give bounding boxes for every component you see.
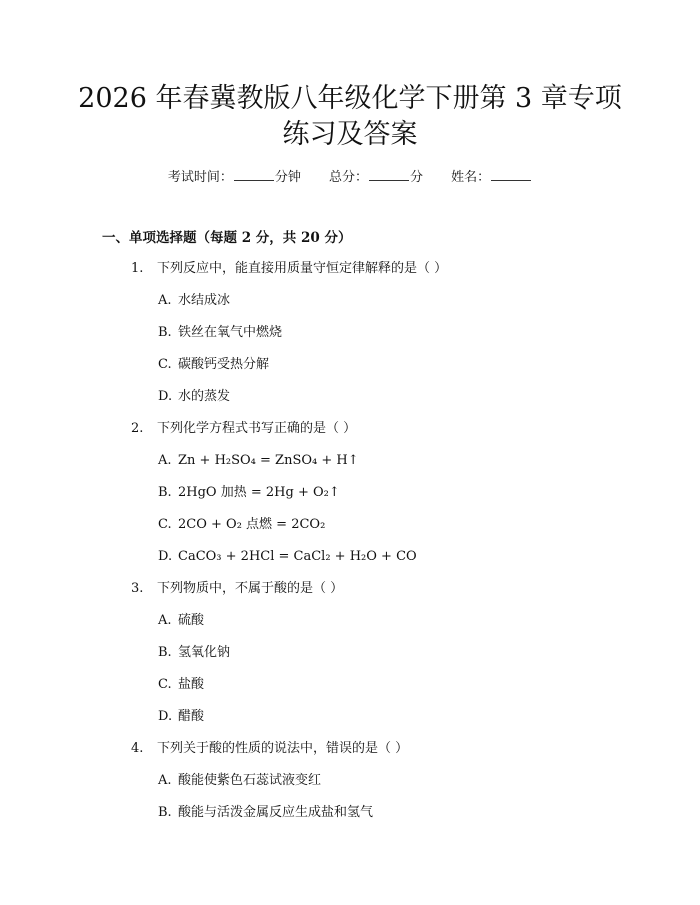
option-text: 酸能使紫色石蕊试液变红: [178, 773, 322, 788]
option-letter: B.: [158, 325, 172, 340]
student-name-field: [451, 170, 532, 185]
option-text: 水结成冰: [178, 293, 231, 308]
option-letter: A.: [158, 453, 172, 468]
question-text: 下列关于酸的性质的说法中，错误的是（ ）: [157, 741, 409, 756]
exam-time-unit: 分钟: [274, 170, 301, 185]
option-letter: B.: [158, 645, 172, 660]
option-text: 硫酸: [178, 613, 205, 628]
option-letter: D.: [158, 709, 173, 724]
answer-option: [158, 452, 359, 470]
answer-option: [158, 292, 230, 310]
answer-option: [158, 644, 230, 662]
answer-option: [158, 356, 269, 374]
question-number: 1.: [131, 261, 144, 276]
option-letter: A.: [158, 613, 172, 628]
exam-time-blank: [234, 168, 274, 181]
question-stem: [131, 260, 447, 278]
option-text: 氢氧化钠: [178, 645, 231, 660]
page-title-line1: 2026 年春冀教版八年级化学下册第 3 章专项: [78, 83, 622, 114]
answer-option: [158, 676, 204, 694]
exam-time-label: 考试时间：: [167, 170, 233, 185]
student-name-blank: [491, 168, 531, 181]
total-score-blank: [369, 168, 409, 181]
exam-time-field: [168, 170, 305, 185]
answer-option: [158, 516, 325, 534]
option-text: 盐酸: [178, 677, 205, 692]
option-letter: A.: [158, 773, 172, 788]
answer-option: [158, 804, 373, 822]
option-text: CaCO₃ + 2HCl = CaCl₂ + H₂O + CO: [178, 549, 417, 564]
question-number: 4.: [131, 741, 144, 756]
question-text: 下列化学方程式书写正确的是（ ）: [157, 421, 357, 436]
student-name-label: 姓名：: [451, 170, 491, 185]
question-stem: [131, 420, 356, 438]
answer-option: [158, 612, 204, 630]
total-score-unit: 分: [410, 170, 424, 185]
option-letter: B.: [158, 805, 172, 820]
option-text: Zn + H₂SO₄ = ZnSO₄ + H↑: [178, 453, 359, 468]
answer-option: [158, 324, 282, 342]
option-letter: A.: [158, 293, 172, 308]
option-text: 铁丝在氧气中燃烧: [178, 325, 283, 340]
option-letter: D.: [158, 389, 173, 404]
option-letter: C.: [158, 357, 172, 372]
question-stem: [131, 580, 343, 598]
option-text: 水的蒸发: [178, 389, 231, 404]
option-text: 2CO + O₂ 点燃 = 2CO₂: [178, 517, 326, 532]
question-text: 下列反应中，能直接用质量守恒定律解释的是（ ）: [157, 261, 448, 276]
option-text: 碳酸钙受热分解: [178, 357, 270, 372]
answer-option: [158, 388, 230, 406]
option-letter: B.: [158, 485, 172, 500]
answer-option: [158, 772, 321, 790]
option-text: 酸能与活泼金属反应生成盐和氢气: [178, 805, 374, 820]
option-text: 醋酸: [178, 709, 205, 724]
option-text: 2HgO 加热 = 2Hg + O₂↑: [178, 485, 340, 500]
answer-option: [158, 708, 204, 726]
answer-option: [158, 484, 340, 502]
question-number: 3.: [131, 581, 144, 596]
page-title-line2: 练习及答案: [282, 119, 418, 150]
option-letter: C.: [158, 677, 172, 692]
answer-option: [158, 548, 417, 566]
section-header-single-choice: 一、单项选择题（每题 2 分，共 20 分）: [102, 230, 352, 246]
question-text: 下列物质中，不属于酸的是（ ）: [157, 581, 344, 596]
option-letter: C.: [158, 517, 172, 532]
question-number: 2.: [131, 421, 144, 436]
option-letter: D.: [158, 549, 173, 564]
question-stem: [131, 740, 408, 758]
exam-meta-row: [0, 168, 700, 187]
total-score-label: 总分：: [328, 170, 368, 185]
total-score-field: [329, 170, 427, 185]
